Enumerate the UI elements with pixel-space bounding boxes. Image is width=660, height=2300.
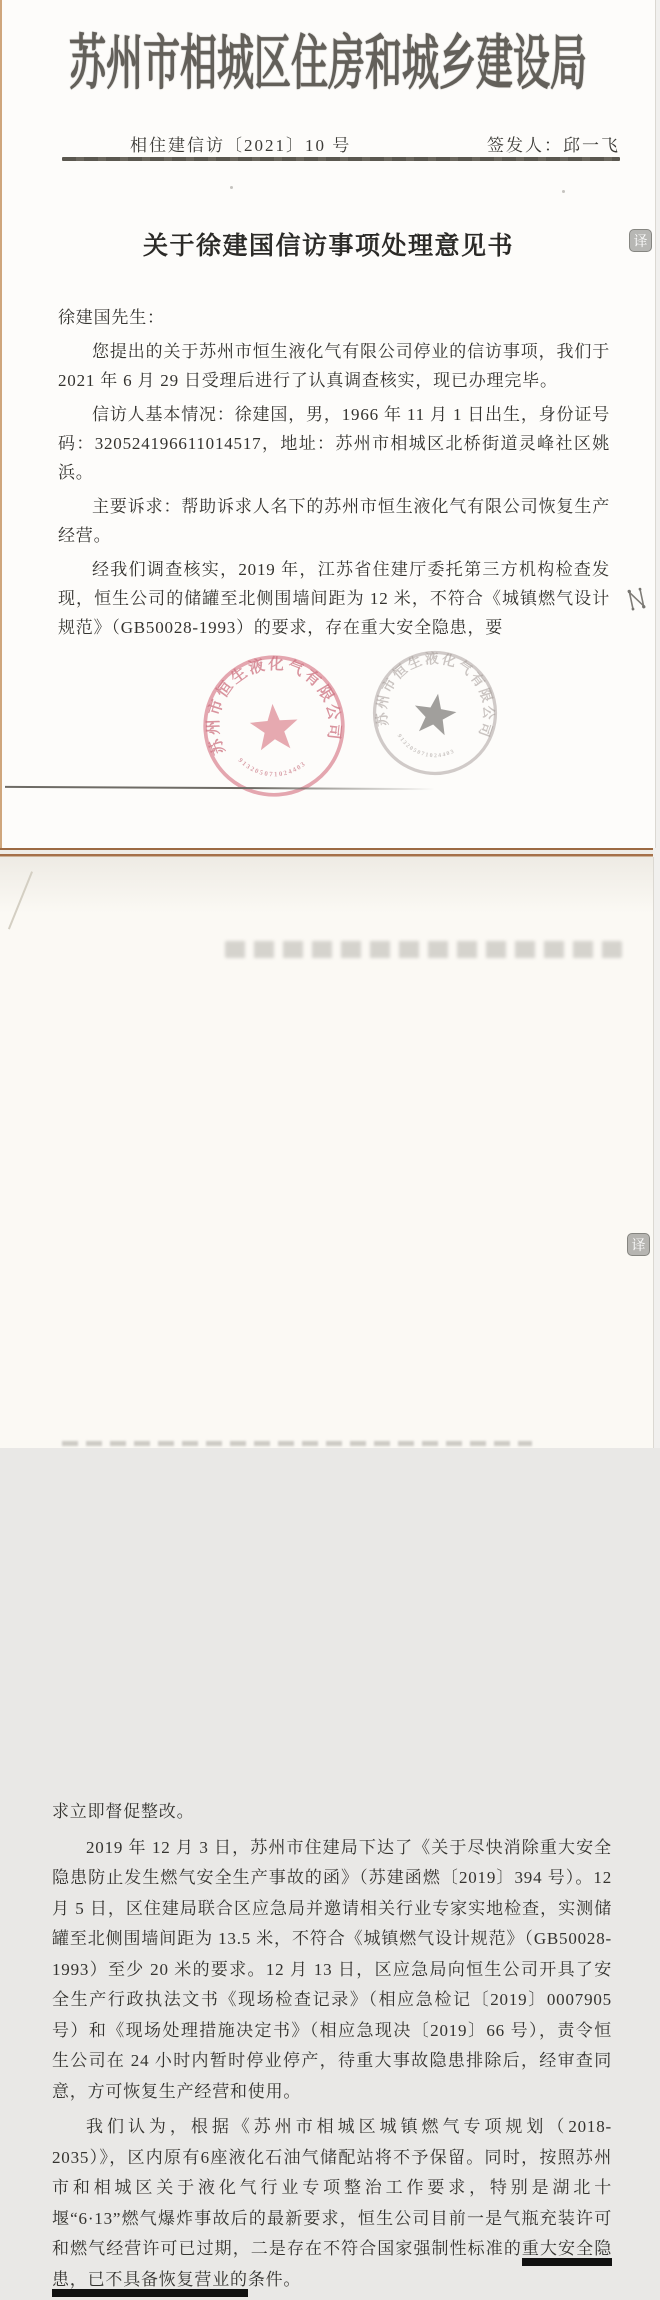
body-paragraph: 求立即督促整改。 xyxy=(52,1802,195,1821)
ink-bleedthrough xyxy=(225,941,622,958)
translate-image-button[interactable]: 译 xyxy=(629,229,652,252)
seal-serial-number: 913205071024403 xyxy=(236,756,307,779)
speckle xyxy=(230,186,233,189)
document-number: 相住建信访〔2021〕10 号 xyxy=(130,136,352,155)
svg-text:913205071024403 xyxy=(393,733,457,763)
translate-image-button[interactable]: 译 xyxy=(627,1233,650,1256)
paragraph-text: 我们认为，根据《苏州市相城区城镇燃气专项规划（2018-2035）》，区内原有6座液化石油气储配站将不予保留。同时，按照苏州市和相城区关于液化气行业专项整治工作要求，特别是湖北十堰“6·13”燃气爆炸事故后的最新要求，恒生公司目前一是气瓶充装许可和燃气经营许可已过期，二是存在不符合国家强制性标准的 xyxy=(52,2117,612,2258)
salutation: 徐建国先生： xyxy=(58,308,165,327)
page-gap-divider xyxy=(0,848,653,857)
seal-serial-number: 913205071024403 xyxy=(395,733,455,760)
handwritten-ink-mark xyxy=(626,584,648,614)
body-paragraph: 主要诉求：帮助诉求人名下的苏州市恒生液化气有限公司恢复生产经营。 xyxy=(58,497,610,545)
document-number-row xyxy=(62,131,620,156)
seal-star-icon xyxy=(249,702,300,751)
header-rule xyxy=(62,157,620,161)
document-page-1 xyxy=(0,0,656,848)
company-seal-right xyxy=(361,639,510,788)
speckle xyxy=(562,190,565,193)
letterhead-title: 苏州市相城区住房和城乡建设局 xyxy=(69,31,587,99)
issuer-name: 签发人：邱一飞 xyxy=(487,136,620,155)
body-paragraph: 2019 年 12 月 3 日，苏州市住建局下达了《关于尽快消除重大安全隐患防止发生燃气安全生产事故的函》（苏建函燃〔2019〕394 号）。12 月 5 日，区住建局联合区应急局并邀请相关行业专家实地检查，实测储罐至北侧围墙间距为 13.5 米，不符合《城镇燃气设计规范》（GB50028-1993）至少 20 米的要求。12 月 13 日，区应急局向恒生公司开具了安全生产行政执法文书《现场检查记录》（相应急检记〔2019〕0007905 号）和《现场处理措施决定书》（相应急现决〔2019〕66 号），责令恒生公司在 24 小时内暂时停业停产，待重大事故隐患排除后，经审查同意，方可恢复生产经营和使用。 xyxy=(52,1837,612,2101)
document-title: 关于徐建国信访事项处理意见书 xyxy=(142,233,514,260)
seal-star-icon xyxy=(411,690,459,736)
body-paragraph: 信访人基本情况：徐建国，男，1966 年 11 月 1 日出生，身份证号码：320524196611014517，地址：苏州市相城区北桥街道灵峰社区姚浜。 xyxy=(58,405,610,482)
seal-company-name: 苏州市恒生液化气有限公司 xyxy=(374,650,496,739)
svg-text:苏州市恒生液化气有限公司 xyxy=(371,641,506,746)
marker-underlined-text: 重大安全隐患，已不具备恢复营业的 xyxy=(52,2239,612,2297)
page2-body-text xyxy=(52,1797,612,2300)
seal-company-name: 苏州市恒生液化气有限公司 xyxy=(205,656,343,757)
svg-text:913205071024403 xyxy=(236,752,307,781)
page1-body-text xyxy=(58,303,610,647)
company-seal-left xyxy=(195,647,353,805)
body-paragraph: 经我们调查核实，2019 年，江苏省住建厅委托第三方机构检查发现，恒生公司的储罐至北侧围墙间距为 12 米，不符合《城镇燃气设计规范》（GB50028-1993）的要求，存在重大安全隐患，要 xyxy=(58,560,610,637)
svg-text:苏州市恒生液化气有限公司 xyxy=(199,649,346,758)
body-paragraph xyxy=(52,2112,612,2295)
scan-shadow xyxy=(0,857,653,927)
body-paragraph: 您提出的关于苏州市恒生液化气有限公司停业的信访事项，我们于 2021 年 6 月 29 日受理后进行了认真调查核实，现已办理完毕。 xyxy=(58,342,610,390)
paragraph-text: 条件。 xyxy=(247,2269,302,2289)
document-page-2 xyxy=(0,857,654,2289)
cutoff-text-hint xyxy=(62,1441,532,1446)
